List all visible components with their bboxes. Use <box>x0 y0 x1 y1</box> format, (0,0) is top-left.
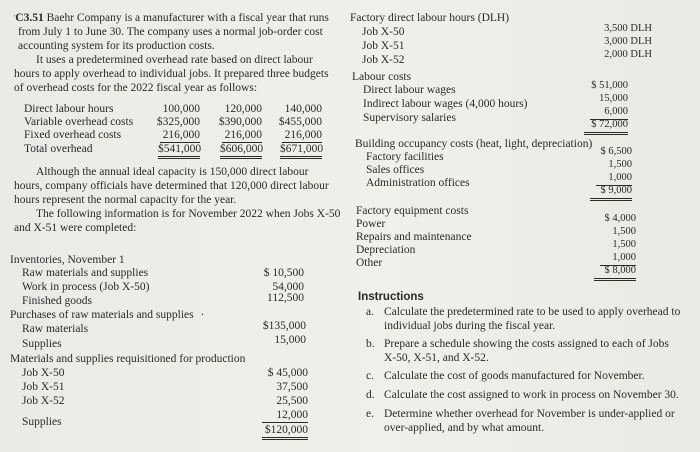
inventory-value: $ 10,500 <box>263 267 304 279</box>
labour-value: 6,000 <box>590 105 628 120</box>
instruction-letter: c. <box>366 370 374 382</box>
requisition-value: 12,000 <box>262 408 308 423</box>
equipment-label: Depreciation <box>356 244 416 256</box>
equipment-value: $ 4,000 <box>604 213 636 224</box>
purchase-value: $135,000 <box>262 320 306 332</box>
capacity-line-3: The following information is for November 2022 when Jobs X-50 <box>36 208 341 220</box>
instruction-text: Calculate the cost assigned to work in process on November 30. <box>384 389 679 401</box>
inventory-label: Raw materials and supplies <box>22 267 149 279</box>
budget-cell: $455,000 <box>278 116 322 128</box>
building-heading: Building occupancy costs (heat, light, depreciation) <box>355 138 593 150</box>
building-value: $ 6,500 <box>600 146 632 157</box>
purchase-label: Raw materials <box>22 323 89 335</box>
instruction-text: Calculate the cost of goods manufactured for November. <box>384 370 645 382</box>
capacity-line-1: hours, company officials have determined that 120,000 direct labour <box>14 180 329 192</box>
budget-label-dlh: Direct labour hours <box>24 103 114 115</box>
capacity-line-2: hours represent the normal capacity for the year. <box>14 194 237 206</box>
requisitions-total: $120,000 <box>262 423 308 440</box>
requisition-label: Job X-51 <box>22 381 65 393</box>
budget-cell: $606,000 <box>220 142 262 159</box>
dlh-label: Job X-50 <box>362 26 405 38</box>
capacity-line-4: and X-51 were completed: <box>14 222 137 234</box>
purchases-heading: Purchases of raw materials and supplies · <box>10 309 205 321</box>
labour-label: Supervisory salaries <box>363 112 456 124</box>
labour-heading: Labour costs <box>352 71 412 83</box>
budget-cell: 120,000 <box>224 103 262 115</box>
instruction-text: Prepare a schedule showing the costs assigned to each of Jobs <box>384 338 669 350</box>
inventory-value: 112,500 <box>267 292 304 304</box>
capacity-line-0: Although the annual ideal capacity is 150,000 direct labour <box>36 166 309 178</box>
inventories-heading: Inventories, November 1 <box>10 254 125 266</box>
instruction-letter: a. <box>366 306 374 318</box>
budget-cell: 216,000 <box>222 128 262 143</box>
building-value: 1,500 <box>608 159 632 170</box>
labour-label: Direct labour wages <box>363 84 456 96</box>
labour-total: $ 72,000 <box>584 118 628 135</box>
instructions-heading: Instructions <box>358 291 424 303</box>
building-total: $ 9,000 <box>590 184 632 201</box>
equipment-label: Power <box>356 218 386 230</box>
labour-value: $ 51,000 <box>591 80 628 91</box>
budget-label-total: Total overhead <box>24 143 93 155</box>
budget-label-variable: Variable overhead costs <box>24 116 134 128</box>
problem-id: C3.51 <box>15 12 44 24</box>
inventory-label: Finished goods <box>22 295 92 307</box>
instruction-letter: e. <box>366 408 374 420</box>
instruction-text: over-applied, and by what amount. <box>384 422 545 434</box>
building-label: Sales offices <box>366 164 425 176</box>
inventory-label: Work in process (Job X-50) <box>22 281 150 293</box>
building-value: 1,000 <box>596 171 632 186</box>
dlh-label: Job X-51 <box>362 40 405 52</box>
instruction-text: individual jobs during the fiscal year. <box>384 320 556 332</box>
intro-line-2: accounting system for its production costs. <box>18 40 215 52</box>
requisitions-heading: Materials and supplies requisitioned for production <box>10 353 246 365</box>
equipment-total: $ 8,000 <box>594 264 636 281</box>
budget-cell: 100,000 <box>162 103 200 115</box>
budget-cell: $325,000 <box>156 116 200 128</box>
budget-cell: $541,000 <box>158 142 200 159</box>
budget-cell: $671,000 <box>280 142 322 159</box>
labour-value: 15,000 <box>599 93 628 104</box>
dlh-label: Job X-52 <box>362 54 405 66</box>
intro-line-0: Baehr Company is a manufacturer with a fiscal year that runs <box>46 12 329 24</box>
instruction-text: X-50, X-51, and X-52. <box>384 352 489 364</box>
equipment-label: Other <box>356 257 383 269</box>
instruction-text: Determine whether overhead for November is under-applied or <box>384 408 675 420</box>
budget-cell: 140,000 <box>284 103 322 115</box>
requisition-value: 25,500 <box>276 395 308 407</box>
requisition-label: Supplies <box>22 416 62 428</box>
instruction-text: Calculate the predetermined rate to be used to apply overhead to <box>384 306 681 318</box>
intro-line-4: hours to apply overhead to individual jobs. It prepared three budgets <box>14 68 329 80</box>
intro-line-1: from July 1 to June 30. The company uses a normal job-order cost <box>18 26 323 38</box>
budget-cell: $390,000 <box>218 116 262 128</box>
instruction-letter: b. <box>366 338 375 350</box>
dlh-heading: Factory direct labour hours (DLH) <box>350 12 510 24</box>
stray-dot: · <box>200 309 205 321</box>
building-label: Factory facilities <box>366 151 444 163</box>
building-label: Administration offices <box>366 177 470 189</box>
purchase-value: 15,000 <box>274 334 306 346</box>
labour-label: Indirect labour wages (4,000 hours) <box>363 98 528 110</box>
inventory-value: 54,000 <box>272 281 304 293</box>
equipment-value: 1,000 <box>600 251 636 266</box>
equipment-heading: Factory equipment costs <box>356 205 469 217</box>
intro-line-5: of overhead costs for the 2022 fiscal year as follows: <box>14 82 258 94</box>
dlh-value: 3,000 DLH <box>604 36 652 47</box>
budget-label-fixed: Fixed overhead costs <box>24 129 122 141</box>
budget-cell: 216,000 <box>160 128 200 143</box>
requisition-value: $ 45,000 <box>267 367 308 379</box>
budget-cell: 216,000 <box>282 128 322 143</box>
equipment-value: 1,500 <box>612 226 636 237</box>
purchase-label: Supplies <box>22 338 62 350</box>
problem-heading: 'C3.51 Baehr Company is a manufacturer with a fiscal year that runs <box>14 12 329 24</box>
dlh-value: 2,000 DLH <box>604 49 652 60</box>
equipment-value: 1,500 <box>612 239 636 250</box>
requisition-value: 37,500 <box>276 381 308 393</box>
requisition-label: Job X-52 <box>22 395 65 407</box>
requisition-label: Job X-50 <box>22 367 65 379</box>
equipment-label: Repairs and maintenance <box>356 231 472 243</box>
instruction-letter: d. <box>366 389 375 401</box>
dlh-value: 3,500 DLH <box>604 23 652 34</box>
intro-line-3: It uses a predetermined overhead rate based on direct labour <box>36 54 313 66</box>
